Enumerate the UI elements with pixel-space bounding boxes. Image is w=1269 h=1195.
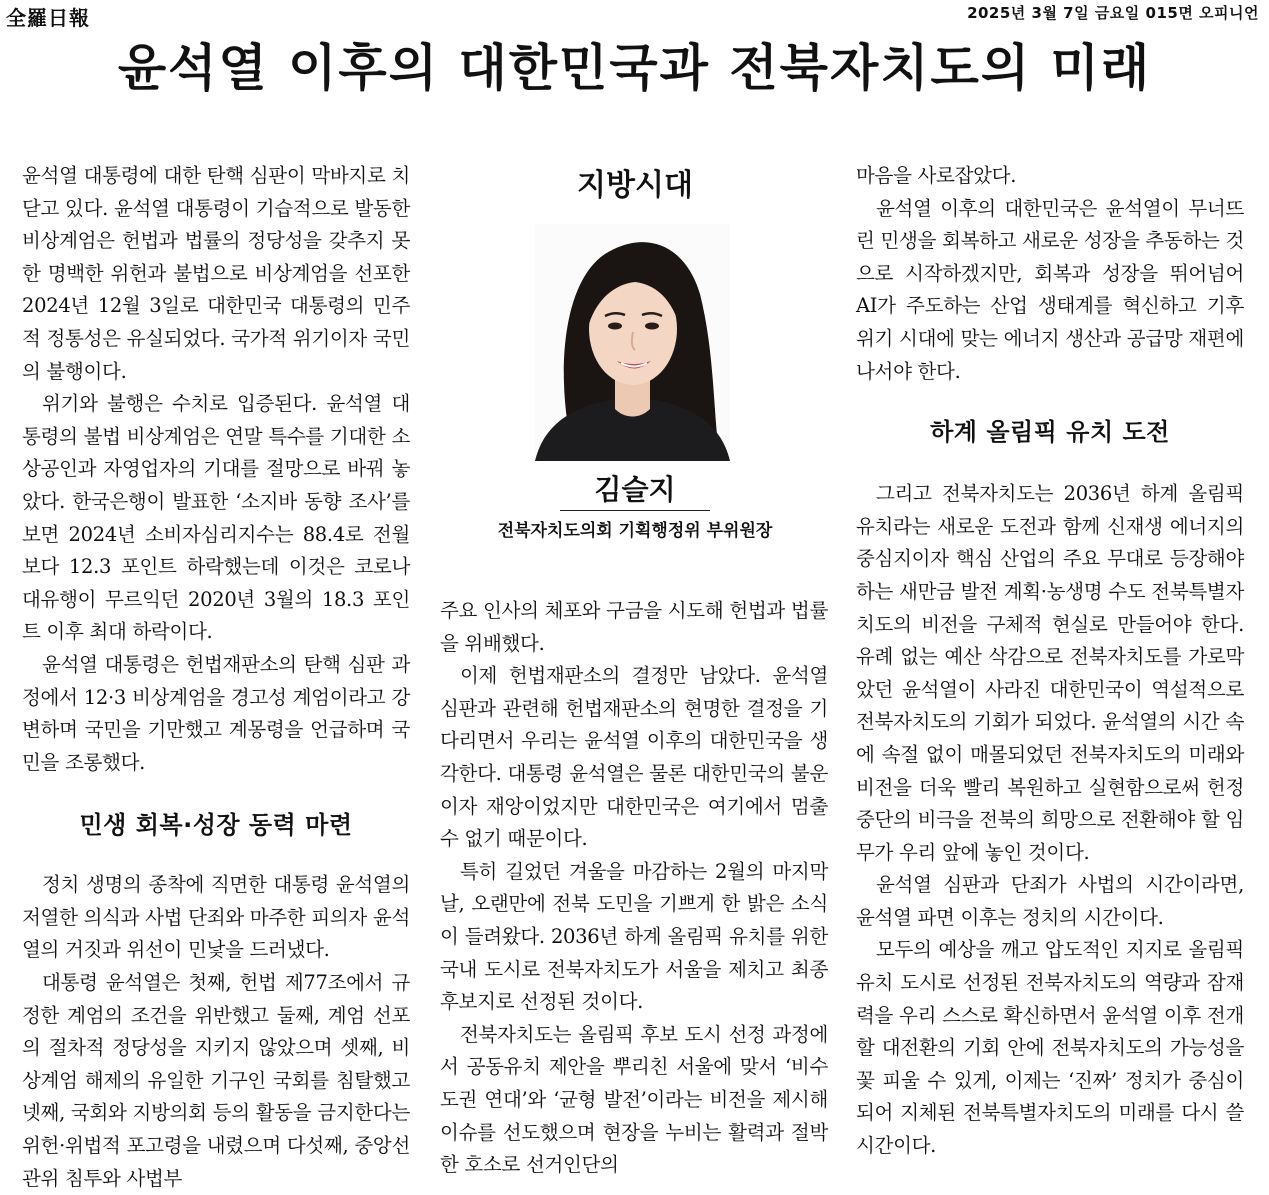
paragraph: 특히 길었던 겨울을 마감하는 2월의 마지막 날, 오랜만에 전북 도민을 기쁘게 한 밝은 소식이 들려왔다. 2036년 하계 올림픽 유치를 위한 국내 도시로 전북자치도가 서울을 제치고 최종 후보지로 선정된 것이다. xyxy=(440,859,828,1014)
author-photo-icon xyxy=(535,224,730,461)
column-byline-box xyxy=(440,150,830,550)
paragraph: 위기와 불행은 수치로 입증된다. 윤석열 대통령의 불법 비상계엄은 연말 특수를 기대한 소상공인과 자영업자의 기대를 절망으로 바꿔 놓았다. 한국은행이 발표한 ‘소지바 동향 조사’를 보면 2024년 소비자심리지수는 88.4로 전월보다 12.3 포인트 하락했는데 이것은 코로나 대유행이 무르익던 2020년 3월의 18.3 포인트 이후 최대 하락이다. xyxy=(22,392,410,644)
column-name: 지방시대 xyxy=(577,168,693,203)
article-column-3 xyxy=(856,160,1244,1163)
paragraph: 주요 인사의 체포와 구금을 시도해 헌법과 법률을 위배했다. xyxy=(440,599,828,655)
masthead xyxy=(0,0,1269,28)
section-heading: 민생 회복·성장 동력 마련 xyxy=(79,811,353,840)
paragraph: 이제 헌법재판소의 결정만 남았다. 윤석열 심판과 관련해 헌법재판소의 현명한 결정을 기다리면서 우리는 윤석열 이후의 대한민국을 생각한다. 대통령 윤석열은 물론 대한민국의 불운이자 재앙이었지만 대한민국은 여기에서 멈출 수 없기 때문이다. xyxy=(440,664,828,851)
paragraph: 대통령 윤석열은 첫째, 헌법 제77조에서 규정한 계엄의 조건을 위반했고 둘째, 계엄 선포의 절차적 정당성을 지키지 않았으며 셋째, 비상계엄 해제의 유일한 기구인 국회를 침탈했고 넷째, 국회와 지방의회 등의 활동을 금지한다는 위헌·위법적 포고령을 내렸으며 다섯째, 중앙선관위 침투와 사법부 xyxy=(22,971,410,1190)
paragraph: 윤석열 대통령은 헌법재판소의 탄핵 심판 과정에서 12·3 비상계엄을 경고성 계엄이라고 강변하며 국민을 기만했고 계몽령을 언급하며 국민을 조롱했다. xyxy=(22,652,410,774)
paragraph: 전북자치도는 올림픽 후보 도시 선정 과정에서 공동유치 제안을 뿌리친 서울에 맞서 ‘비수도권 연대’와 ‘균형 발전’이라는 비전을 제시해 이슈를 선도했으며 현장을 누비는 활력과 절박한 호소로 선거인단의 xyxy=(440,1022,828,1177)
paragraph: 마음을 사로잡았다. xyxy=(856,164,1017,187)
article-column-1 xyxy=(22,160,410,1195)
paragraph: 윤석열 대통령에 대한 탄핵 심판이 막바지로 치닫고 있다. 윤석열 대통령이 기습적으로 발동한 비상계엄은 헌법과 법률의 정당성을 갖추지 못한 명백한 위헌과 불법으로 비상계엄을 선포한 2024년 12월 3일로 대한민국 대통령의 민주적 정통성은 유실되었다. 국가적 위기이자 국민의 불행이다. xyxy=(22,164,410,383)
paragraph: 그리고 전북자치도는 2036년 하계 올림픽 유치라는 새로운 도전과 함께 신재생 에너지의 중심지이자 핵심 산업의 주요 무대로 등장해야 하는 새만금 발전 계획·농생명 수도 전북특별자치도의 비전을 구체적 현실로 만들어야 한다. 유례 없는 예산 삭감으로 전북자치도를 가로막았던 윤석열이 사라진 대한민국이 역설적으로 전북자치도의 기회가 되었다. 윤석열의 시간 속에 속절 없이 매몰되었던 전북자치도의 미래와 비전을 더욱 빨리 복원하고 실현함으로써 헌정 중단의 비극을 전북의 희망으로 전환해야 할 임무가 우리 앞에 놓인 것이다. xyxy=(856,482,1244,864)
author-name: 김슬지 xyxy=(594,473,676,506)
paragraph: 윤석열 이후의 대한민국은 윤석열이 무너뜨린 민생을 회복하고 새로운 성장을 추동하는 것으로 시작하겠지만, 회복과 성장을 뛰어넘어 AI가 주도하는 산업 생태계를 혁신하고 기후 위기 시대에 맞는 에너지 생산과 공급망 재편에 나서야 한다. xyxy=(856,196,1244,383)
section-heading: 하계 올림픽 유치 도전 xyxy=(930,418,1170,447)
paragraph: 정치 생명의 종착에 직면한 대통령 윤석열의 저열한 의식과 사법 단죄와 마주한 피의자 윤석열의 거짓과 위선이 민낯을 드러냈다. xyxy=(22,873,410,962)
dateline: 2025년 3월 7일 금요일 015면 오피니언 xyxy=(967,4,1259,22)
paragraph: 윤석열 심판과 단죄가 사법의 시간이라면, 윤석열 파면 이후는 정치의 시간이다. xyxy=(856,873,1244,929)
author-title: 전북자치도의회 기획행정위 부위원장 xyxy=(497,521,773,541)
paragraph: 모두의 예상을 깨고 압도적인 지지로 올림픽 유치 도시로 선정된 전북자치도의 역량과 잠재력을 우리 스스로 확신하면서 윤석열 이후 전개할 대전환의 기회 안에 전북자치도의 가능성을 꽃 피울 수 있게, 이제는 ‘진짜’ 정치가 중심이 되어 지체된 전북특별자치도의 미래를 다시 쓸 시간이다. xyxy=(856,938,1244,1158)
author-divider xyxy=(560,510,710,511)
author-portrait xyxy=(535,224,730,461)
headline: 윤석열 이후의 대한민국과 전북자치도의 미래 xyxy=(117,39,1152,97)
newspaper-name: 全羅日報 xyxy=(6,6,90,30)
article-column-2 xyxy=(440,595,828,1182)
